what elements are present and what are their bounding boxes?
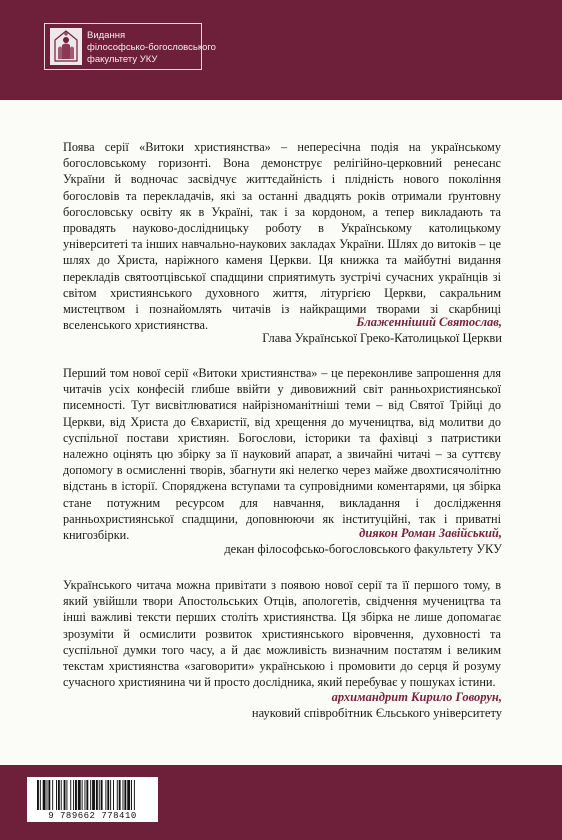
barcode-bar	[58, 780, 60, 810]
endorsement-role-1: Глава Української Греко-Католицької Церкви	[262, 331, 502, 345]
endorsement-signature-2: диякон Роман Завійський,	[359, 526, 502, 540]
barcode-bar	[64, 780, 66, 810]
barcode-bar	[131, 780, 132, 810]
barcode-bar	[105, 780, 106, 810]
barcode-bar	[110, 780, 111, 810]
barcode-bar	[90, 780, 91, 810]
barcode-bar	[107, 780, 109, 810]
endorsement-role-2: декан філософсько-богословського факультету УКУ	[224, 542, 502, 556]
barcode-bar	[123, 780, 124, 810]
barcode-bar	[47, 780, 48, 810]
emblem-icon	[50, 28, 82, 65]
barcode-bar	[40, 780, 41, 810]
barcode-bar	[134, 780, 135, 810]
barcode-bar	[127, 780, 130, 810]
barcode-bar	[117, 780, 118, 810]
barcode-bar	[124, 780, 126, 810]
barcode-bar	[73, 780, 74, 810]
endorsement-text-3: Українського читача можна привітати з появою нової серії та її першого тому, в який увійшли твори Апостольських Отців, апологетів, свідчення мучеництва та інші важливі тексти перших століть християнства. Ця збірка не лише допомагає зрозуміти й осмислити розвиток християнського віровчення, духовності та суспільної думки того часу, а й дає можливість визначним постатям і великим текстам християнства «заговорити» українською і промовити до серця й розуму сучасного християнина чи й просто дослідника, який перебуває у пошуках істини.	[63, 578, 501, 690]
publisher-name	[87, 30, 216, 66]
barcode-bar	[82, 780, 83, 810]
endorsement-signature-3: архимандрит Кирило Говорун,	[331, 690, 502, 704]
barcode-bar	[96, 780, 98, 810]
barcode-bar	[48, 780, 50, 810]
publisher-line-1: Видання	[87, 30, 126, 41]
endorsement-text-1: Поява серії «Витоки християнства» – непересічна подія на українському богословському горизонті. Вона демонструє релігійно-церковний ренесанс України й водночас засвідчує життєдайність і плідність нового покоління богословів та перекладачів, які за останні двадцять років отримали ґрунтовну богословську освіту як в Україні, так і за кордоном, а тепер викладають та провадять науково-дослідницьку роботу в Українському католицькому університеті та інших навчально-наукових закладах України. Шлях до витоків – це шлях до Христа, наріжного каменя Церкви. Ця книжка та майбутні видання перекладів святоотцівської спадщини сприятимуть зустрічі сучасних українців зі світом християнського духовного життя, літургією Церкви, сакральним мистецтвом і познайомлять читачів із найкращими творами зі скарбниці вселенського християнства.	[63, 140, 501, 333]
endorsement-text-2: Перший том нової серії «Витоки християнства» – це переконливе запрошення для читачів усіх конфесій глибше ввійти у дивовижний світ ранньохристиянської писемності. Тут висвітлюватися найрізноманітніші теми – від Святої Трійці до Церкви, від Христа до Євхаристії, від хрещення до мучеництва, від молитви до суспільної постави християн. Богослови, історики та фахівці з патристики належно оцінять цю збірку за її науковий апарат, а звичайні читачі – за суттєву допомогу в осмисленні творів, збагнути які нелегко через майже двохтисячолітню відстань в історії. Споряджена вступами та супровідними коментарями, ця збірка стане потужним ресурсом для навчання, викладання і дослідження ранньохристиянської спадщини, доповнюючи як інституційні, так і приватні книгозбірки.	[63, 366, 501, 543]
endorsement-role-3: науковий співробітник Єльського університету	[251, 706, 502, 720]
barcode-bar	[43, 780, 46, 810]
barcode-bars	[27, 777, 158, 811]
barcode-bar	[86, 780, 88, 810]
publisher-line-3: факультету УКУ	[87, 54, 158, 65]
publisher-logo	[44, 23, 216, 70]
barcode-bar	[113, 780, 114, 810]
barcode-bar	[119, 780, 121, 810]
barcode-bar	[66, 780, 67, 810]
publisher-line-2: філософсько-богословського	[87, 42, 216, 53]
barcode-bar	[75, 780, 77, 810]
barcode-bar	[85, 780, 86, 810]
barcode-bar	[70, 780, 71, 810]
barcode-bar	[52, 780, 53, 810]
barcode-bar	[92, 780, 95, 810]
barcode-bar	[37, 780, 39, 810]
endorsement-signature-1: Блаженніший Святослав,	[356, 315, 502, 329]
barcode-bar	[56, 780, 57, 810]
barcode-bar	[78, 780, 81, 810]
barcode-bar	[99, 780, 100, 810]
barcode-bar	[101, 780, 103, 810]
barcode-bar	[61, 780, 62, 810]
isbn-barcode	[27, 777, 158, 822]
barcode-digits: 9 789662 778410	[48, 811, 137, 821]
